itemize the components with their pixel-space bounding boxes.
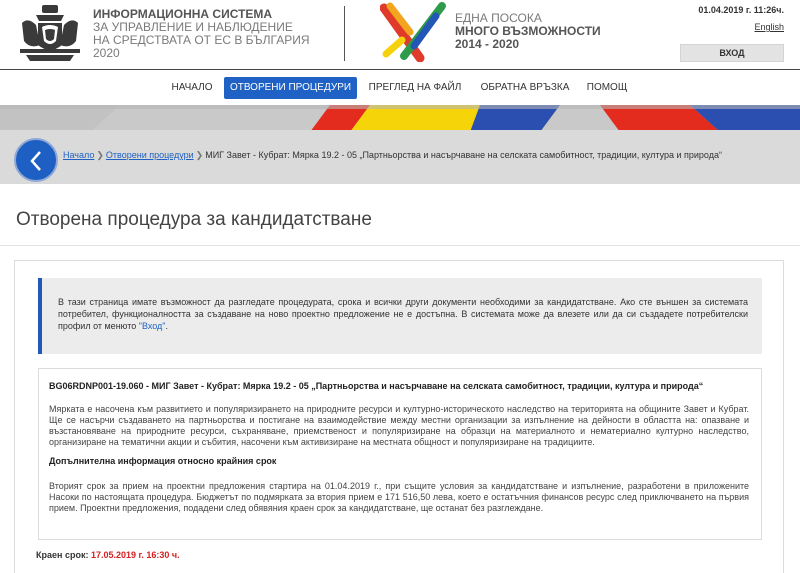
- programme-logo: [380, 2, 448, 62]
- title-divider: [0, 245, 800, 246]
- procedure-description: Мярката е насочена към развитието и популяризирането на природните ресурси и културно-историческото наследство на територията на общините Завет и Кубрат. Ще се насърчи създаването на партньорства и постигане на взаимодействие между местни организации за изпълнение на дейности в областта на: опазване и възстановяване на природните ресурси, съхраняване, приемственост и популяризиране на образци на материалното и нематериално културно наследство, организиране на тематични акции и събития, насочени към активизиране на местната общност и популяризиране на традициите.: [49, 404, 749, 447]
- slogan-line2: МНОГО ВЪЗМОЖНОСТИ: [455, 24, 601, 38]
- breadcrumb-current: МИГ Завет - Кубрат: Мярка 19.2 - 05 „Партньорства и насърчаване на селската самобитност, традиции, култура и природа“: [205, 150, 722, 160]
- decorative-color-stripes: [0, 105, 800, 132]
- procedure-details: [38, 368, 762, 540]
- login-menu-link[interactable]: "Вход": [138, 321, 166, 331]
- nav-item-home[interactable]: НАЧАЛО: [171, 82, 213, 93]
- breadcrumb: [63, 150, 722, 161]
- nav-item-help[interactable]: ПОМОЩ: [586, 82, 628, 93]
- system-title-line1: ИНФОРМАЦИОННА СИСТЕМА: [93, 7, 273, 21]
- nav-item-open-procedures[interactable]: ОТВОРЕНИ ПРОЦЕДУРИ: [224, 77, 357, 99]
- system-title-line2: ЗА УПРАВЛЕНИЕ И НАБЛЮДЕНИЕ: [93, 20, 293, 34]
- language-switch-link[interactable]: English: [754, 22, 784, 32]
- header: [0, 0, 800, 72]
- procedure-title: BG06RDNP001-19.060 - МИГ Завет - Кубрат: Мярка 19.2 - 05 „Партньорства и насърчаване на селската самобитност, традиции, култура и природа“: [49, 381, 704, 391]
- chevron-left-icon: [27, 150, 45, 172]
- slogan-line1: ЕДНА ПОСОКА: [455, 11, 542, 25]
- system-title: [93, 8, 343, 60]
- additional-info-text: Вторият срок за прием на проектни предложения стартира на 01.04.2019 г., при същите условия за кандидатстване и изпълнение, разработени в приложените Насоки по настоящата процедура. Бюджетът по подмярката за втория прием е 171 516,50 лева, което е остатъчния финансов ресурс след приключването на първия прием. Проектни предложения, подадени след обявяния краен срок за кандидатстване, ще останат без разглеждане.: [49, 481, 749, 513]
- deadline-value: 17.05.2019 г. 16:30 ч.: [90, 550, 180, 560]
- breadcrumb-home-link[interactable]: Начало: [63, 150, 95, 160]
- page-title: Отворена процедура за кандидатстване: [16, 209, 372, 230]
- info-notice-end: .: [165, 321, 169, 331]
- back-button[interactable]: [14, 138, 58, 182]
- header-separator: [0, 69, 800, 70]
- additional-info-heading: Допълнителна информация относно крайния срок: [49, 456, 277, 466]
- breadcrumb-separator-icon: ❯: [96, 150, 104, 160]
- header-divider: [344, 6, 345, 61]
- system-title-line3: НА СРЕДСТВАТА ОТ ЕС В БЪЛГАРИЯ: [93, 33, 310, 47]
- programme-slogan: [455, 12, 601, 51]
- slogan-line3: 2014 - 2020: [455, 37, 520, 51]
- coat-of-arms-logo: [14, 3, 86, 65]
- deadline-label: Краен срок:: [36, 550, 89, 560]
- login-button[interactable]: ВХОД: [680, 44, 784, 62]
- current-date-time: 01.04.2019 г. 11:26ч.: [698, 5, 784, 15]
- system-title-line4: 2020: [93, 46, 120, 60]
- breadcrumb-separator-icon: ❯: [195, 150, 204, 160]
- info-notice-text: В тази страница имате възможност да разгледате процедурата, срока и всички други документи необходими за кандидатстване. Ако сте външен за системата потребител, функционалността за създаване на ново проектно предложение не е достъпна. В системата може да влезете или да си създадете потребителски профил от менюто: [58, 297, 748, 331]
- nav-item-feedback[interactable]: ОБРАТНА ВРЪЗКА: [480, 82, 570, 93]
- nav-item-file-preview[interactable]: ПРЕГЛЕД НА ФАЙЛ: [368, 82, 462, 93]
- breadcrumb-open-procedures-link[interactable]: Отворени процедури: [105, 150, 194, 160]
- main-navigation: [0, 76, 800, 100]
- deadline: [36, 550, 180, 560]
- info-notice: [38, 278, 762, 354]
